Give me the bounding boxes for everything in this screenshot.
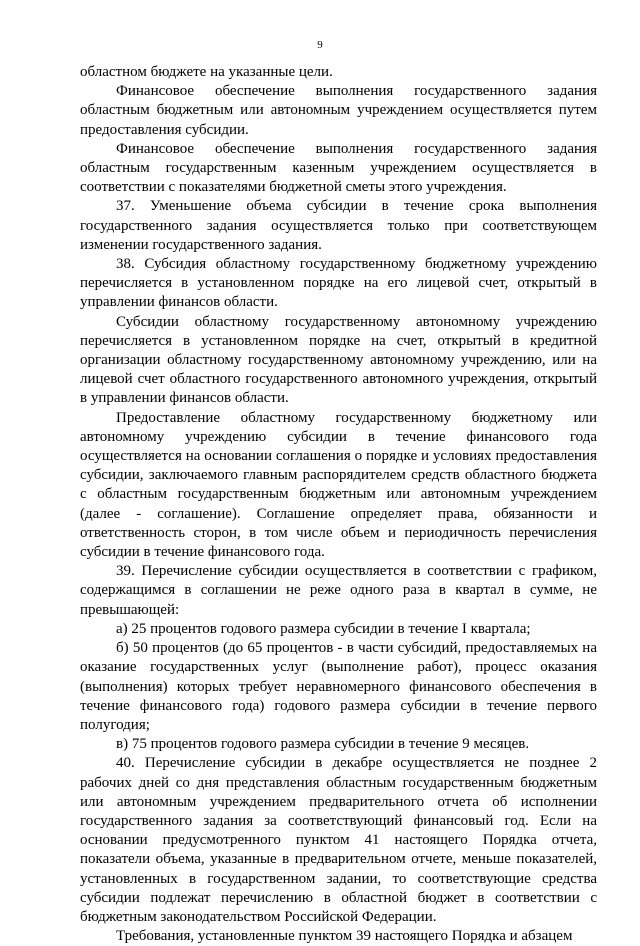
paragraph: 37. Уменьшение объема субсидии в течение срока выполнения государственного задания осуществляется только при соответствующем изменении государственного задания. bbox=[80, 198, 597, 253]
paragraph: Финансовое обеспечение выполнения государственного задания областным бюджетным или автономным учреждением осуществляется путем предоставления субсидии. bbox=[80, 83, 597, 138]
paragraph: Требования, установленные пунктом 39 настоящего Порядка и абзацем bbox=[116, 928, 573, 945]
paragraph: областном бюджете на указанные цели. bbox=[80, 64, 333, 80]
paragraph: Финансовое обеспечение выполнения государственного задания областным государственным казенным учреждением осуществляется в соответствии с показателями бюджетной сметы этого учреждения. bbox=[80, 140, 597, 196]
paragraph: в) 75 процентов годового размера субсидии в течение 9 месяцев. bbox=[116, 736, 530, 753]
document-body bbox=[80, 63, 597, 946]
paragraph: Субсидии областному государственному автономному учреждению перечисляется в установленном порядке на счет, открытый в кредитной организации областному государственному автономному учреждению, или на лицевой счет областного государственного автономного учреждения, открытый в управлении финансов области. bbox=[80, 313, 597, 407]
paragraph: 38. Субсидия областному государственному бюджетному учреждению перечисляется в установленном порядке на его лицевой счет, открытый в управлении финансов области. bbox=[80, 256, 597, 311]
paragraph: Предоставление областному государственному бюджетному или автономному учреждению субсидии в течение финансового года осуществляется на основании соглашения о порядке и условиях предоставления субсидии, заключаемого главным распорядителем средств областного бюджета с областным государственным бюджетным или автономным учреждением (далее - соглашение). Соглашение определяет права, обязанности и ответственность сторон, в том числе объем и периодичность перечисления субсидии в течение финансового года. bbox=[80, 409, 597, 561]
paragraph: 39. Перечисление субсидии осуществляется в соответствии с графиком, содержащимся в соглашении не реже одного раза в квартал в сумме, не превышающей: bbox=[80, 563, 597, 618]
paragraph: а) 25 процентов годового размера субсидии в течение I квартала; bbox=[116, 620, 531, 637]
paragraph: 40. Перечисление субсидии в декабре осуществляется не позднее 2 рабочих дней со дня представления областным государственным бюджетным или автономным учреждением предварительного отчета об исполнении государственного задания за соответствующий финансовый год. Если на основании предусмотренного пунктом 41 настоящего Порядка отчета, показатели объема, указанные в предварительном отчете, меньше показателей, установленных в государственном задании, то соответствующие средства субсидии подлежат перечислению в областной бюджет в соответствии с бюджетным законодательством Российской Федерации. bbox=[80, 755, 597, 925]
paragraph: б) 50 процентов (до 65 процентов - в части субсидий, предоставляемых на оказание государственных услуг (выполнение работ), процесс оказания (выполнения) которых требует неравномерного финансового обеспечения в течение финансового года) годового размера субсидии в течение первого полугодия; bbox=[80, 640, 597, 733]
page-number: 9 bbox=[317, 39, 323, 51]
